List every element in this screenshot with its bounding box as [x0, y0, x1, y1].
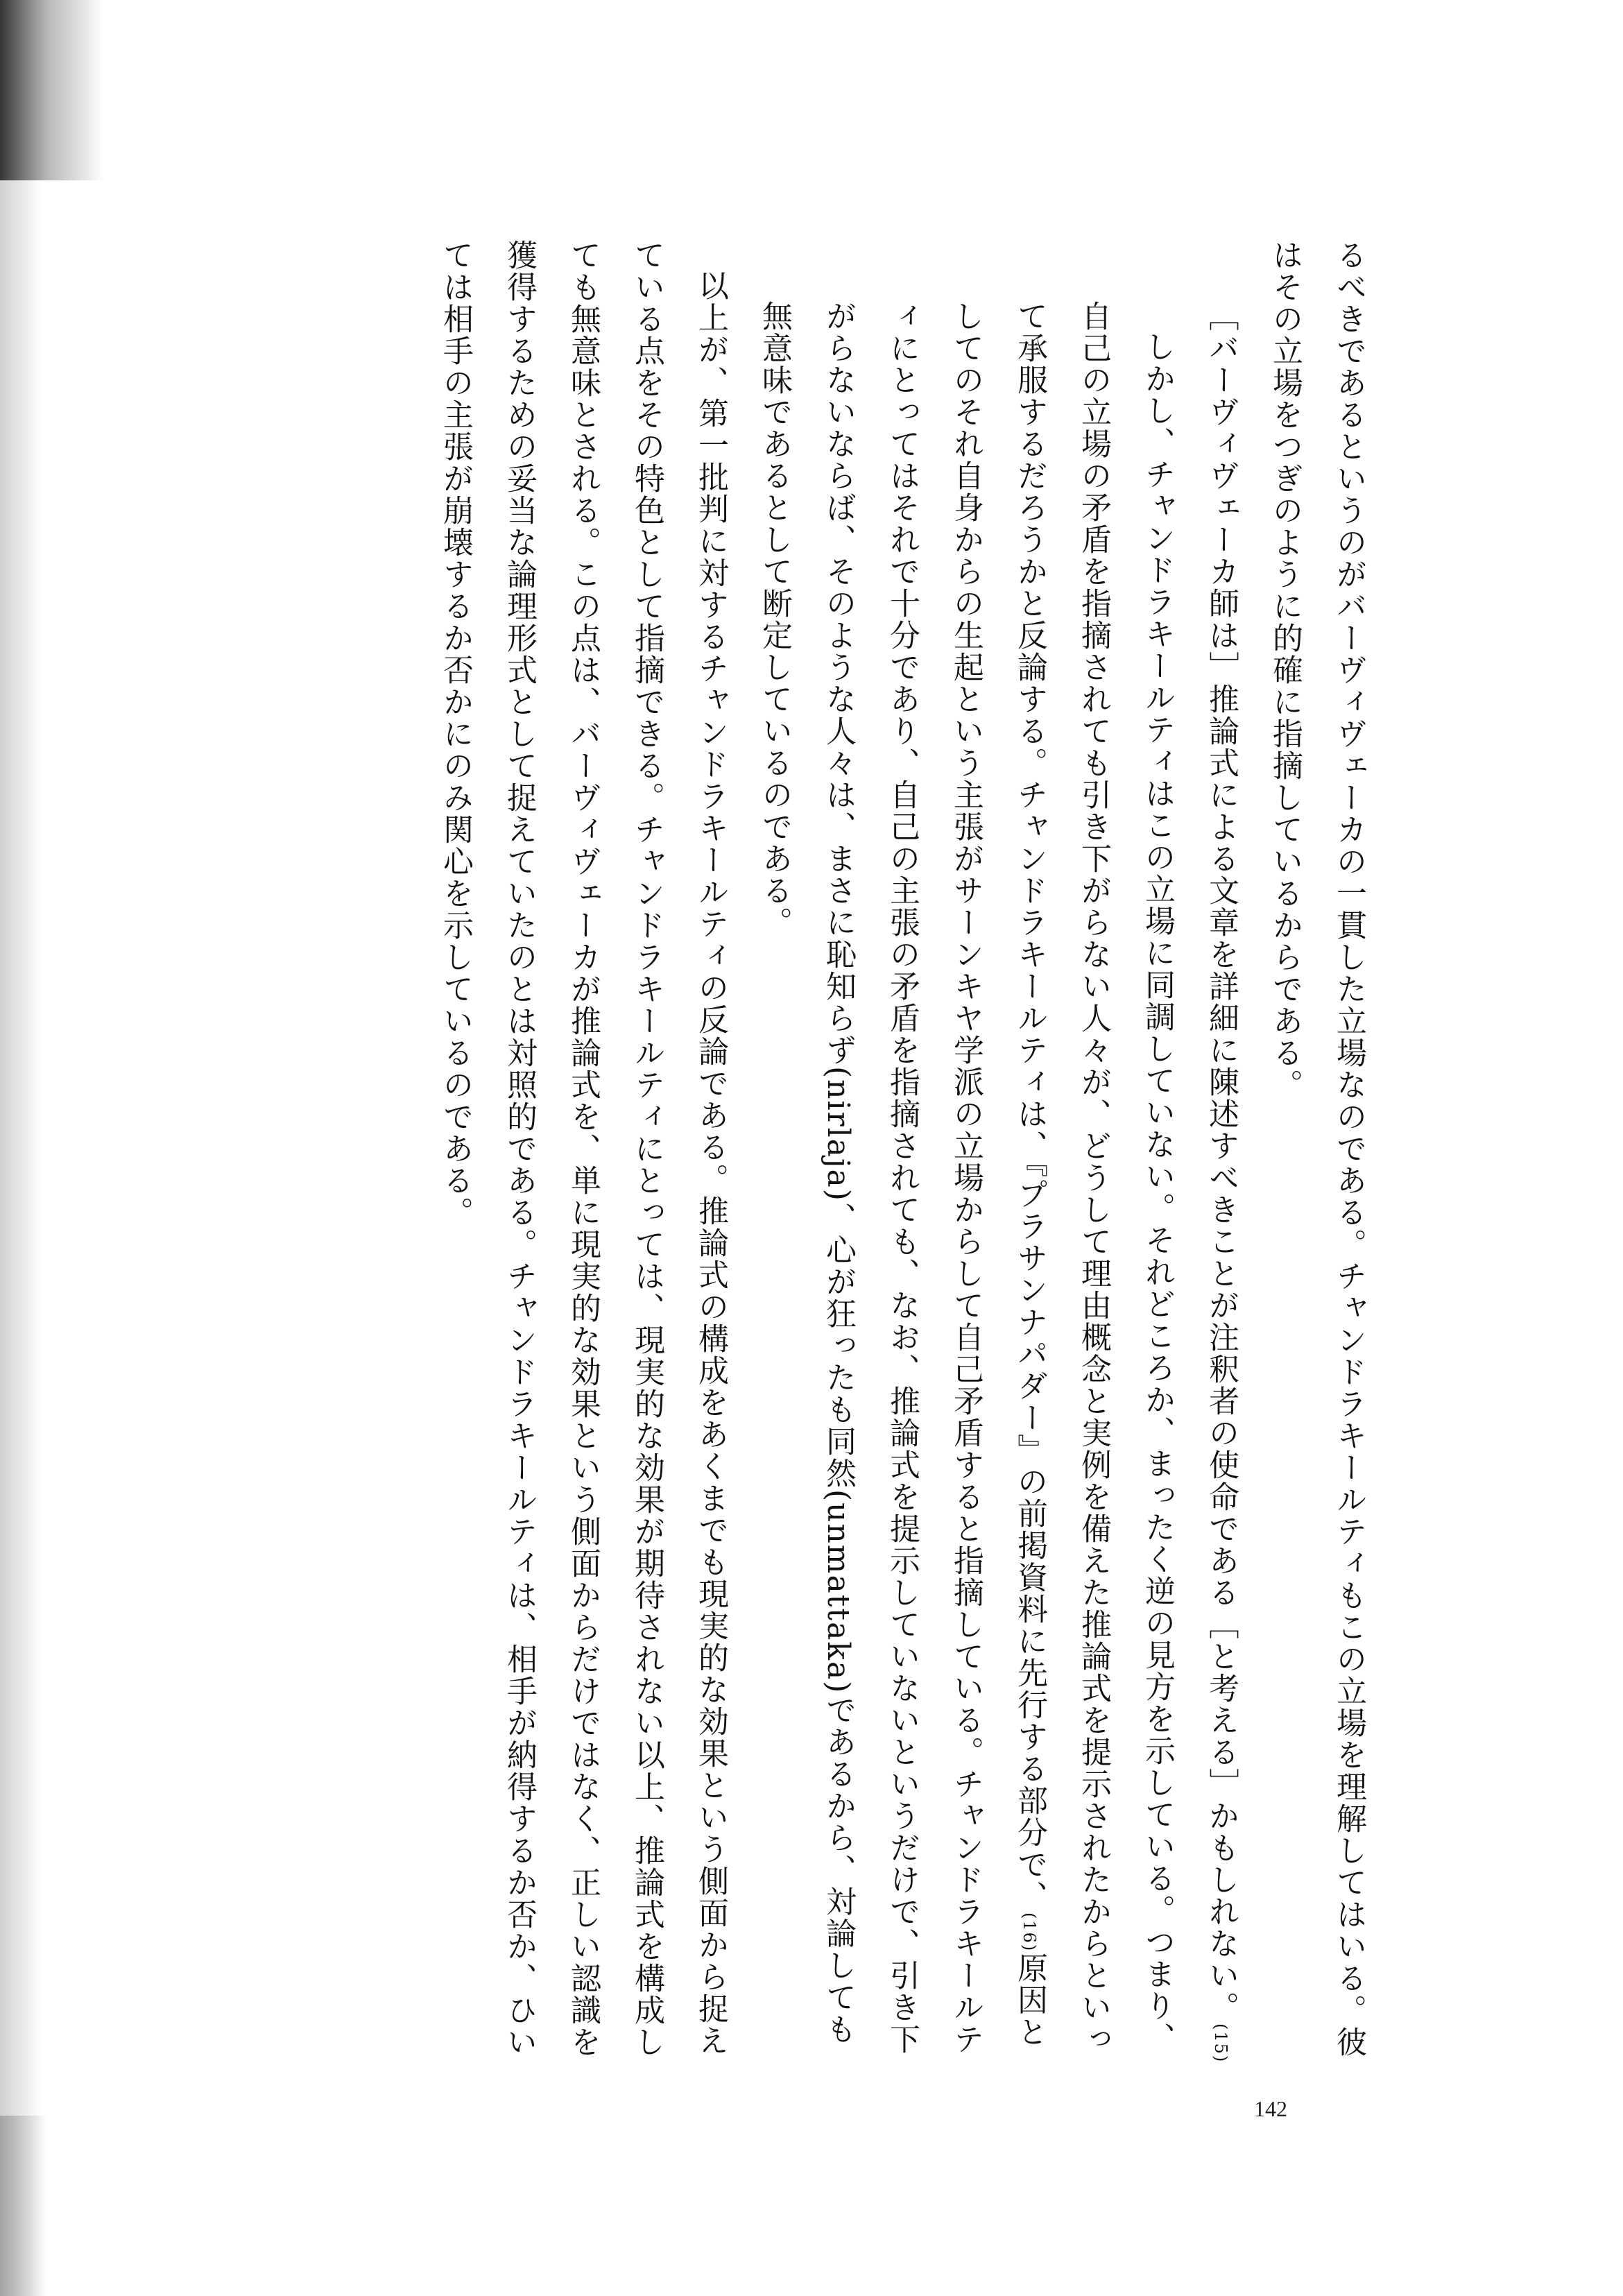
block-quote: [1189, 300, 1253, 2071]
page-number: 142: [1254, 2096, 1287, 2121]
paragraph-1: [1253, 239, 1380, 2071]
footnote-ref-16: (16): [1020, 1912, 1039, 1953]
block-quote-text: ［バーヴィヴェーカ師は］推論式による文章を詳細に陳述すべきことが注釈者の使命である［と考える］かもしれない。: [1203, 300, 1239, 2023]
paragraph-2-text-a: しかし、チャンドラキールティはこの立場に同調していない。それどころか、まったく逆の見方を示している。つまり、自己の立場の矛盾を指摘されても引き下がらない人々が、どうして理由概念と実例を備えた推論式を提示されたからといって承服するだろうかと反論する。チャンドラキールティは、『プラサンナパダー』の前掲資料に先行する部分で、: [1012, 300, 1175, 2055]
paragraph-3-text: 以上が、第一批判に対するチャンドラキールティの反論である。推論式の構成をあくまでも現実的な効果という側面から捉えている点をその特色として指摘できる。チャンドラキールティにとっては、現実的な効果が期待されない以上、推論式を構成しても無意味とされる。この点は、バーヴィヴェーカが推論式を、単に現実的な効果という側面からだけではなく、正しい認識を獲得するための妥当な論理形式として捉えていたのとは対照的である。チャンドラキールティは、相手が納得するか否か、ひいては相手の主張が崩壊するか否かにのみ関心を示しているのである。: [438, 239, 728, 2058]
vertical-text-body: [180, 239, 1380, 2071]
scan-shadow-top: [0, 0, 104, 180]
paragraph-1-text: るべきであるというのがバーヴィヴェーカの一貫した立場なのである。チャンドラキールティもこの立場を理解してはいる。彼はその立場をつぎのように的確に指摘しているからである。: [1267, 239, 1366, 2058]
scan-shadow-left: [0, 0, 42, 2296]
footnote-ref-15: (15): [1211, 2023, 1230, 2064]
paragraph-3: [423, 239, 742, 2071]
scan-shadow-bottom: [0, 2116, 49, 2296]
paragraph-2-text-b: 原因としてのそれ自身からの生起という主張がサーンキヤ学派の立場からして自己矛盾すると指摘している。チャンドラキールティにとってはそれで十分であり、自己の主張の矛盾を指摘されても、なお、推論式を提示していないというだけで、引き下がらないならば、そのような人々は、まさに恥知らず(nirlaja)、心が狂ったも同然(unmattaka)であるから、対論しても無意味であるとして断定しているのである。: [757, 300, 1047, 2055]
paragraph-2: [742, 300, 1189, 2071]
